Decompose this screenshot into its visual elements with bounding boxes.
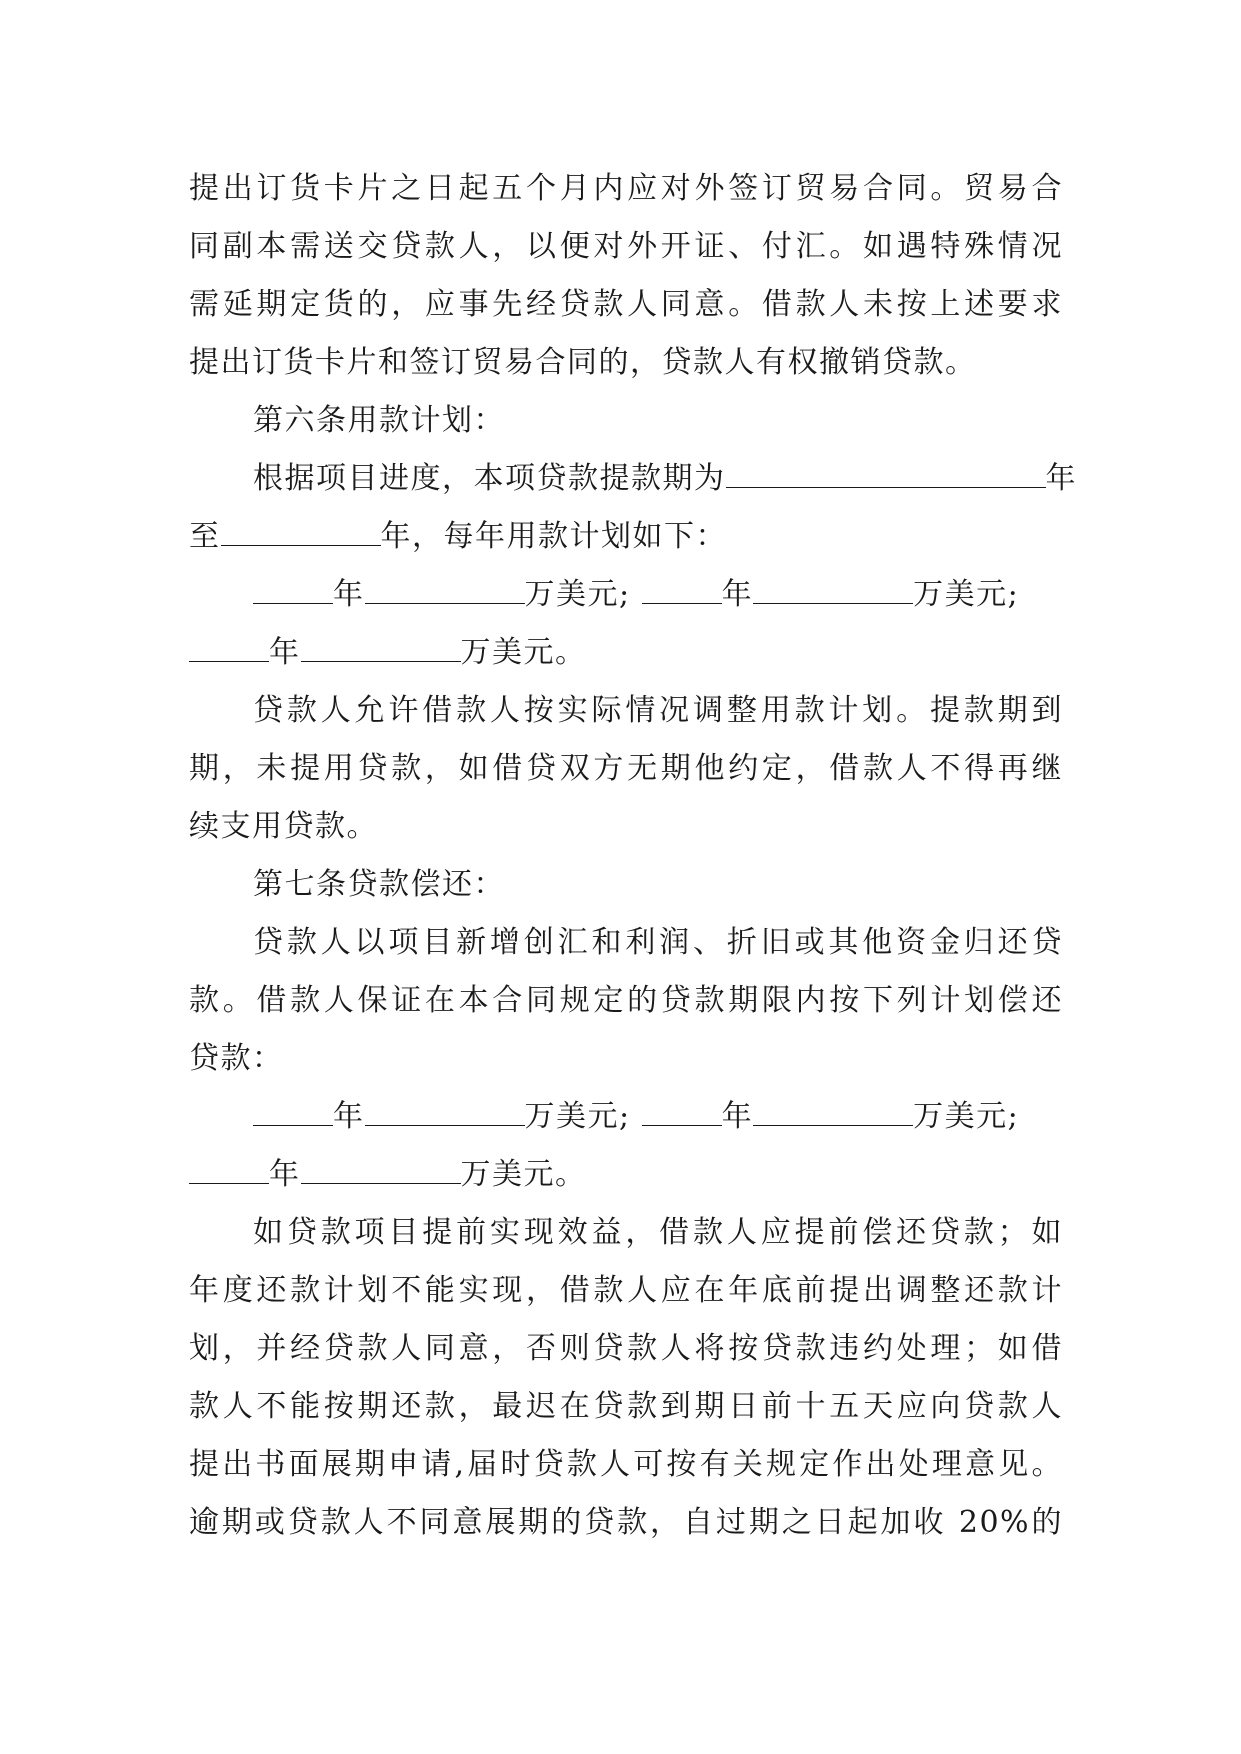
to-label: 至 <box>189 519 221 554</box>
text-line: 续支用贷款。 <box>189 809 378 844</box>
usage-plan-row <box>189 624 1063 682</box>
plan-intro-text: 年，每年用款计划如下： <box>380 519 727 554</box>
text-line: 贷款人以项目新增创汇和利润、折旧或其他资金归还贷 <box>253 925 1063 960</box>
blank-field-year <box>189 633 269 662</box>
article-7-title: 第七条贷款偿还： <box>253 867 505 902</box>
amount-unit: 万美元。 <box>460 1157 587 1192</box>
text-line: 如贷款项目提前实现效益，借款人应提前偿还贷款；如 <box>253 1215 1063 1250</box>
text-line: 款。借款人保证在本合同规定的贷款期限内按下列计划偿还 <box>189 983 1063 1018</box>
blank-field-end-year <box>221 517 381 546</box>
text-line: 贷款： <box>189 1041 284 1076</box>
article-6-title: 第六条用款计划： <box>253 403 505 438</box>
usage-plan-row <box>189 566 1063 624</box>
text-line: 贷款人允许借款人按实际情况调整用款计划。提款期到 <box>253 693 1063 728</box>
year-label: 年 <box>721 1099 754 1134</box>
text-line: 款人不能按期还款，最迟在贷款到期日前十五天应向贷款人 <box>189 1389 1063 1424</box>
repayment-plan-row <box>189 1146 1063 1204</box>
repayment-plan-row <box>189 1088 1063 1146</box>
text-line: 年度还款计划不能实现，借款人应在年底前提出调整还款计 <box>189 1273 1063 1308</box>
text-line: 期，未提用贷款，如借贷双方无期他约定，借款人不得再继 <box>189 751 1063 786</box>
drawdown-text: 根据项目进度，本项贷款提款期为 <box>253 461 726 496</box>
year-label: 年 <box>269 1157 301 1192</box>
text-line: 提出订货卡片和签订贸易合同的，贷款人有权撤销贷款。 <box>189 345 977 380</box>
blank-field-year <box>253 1097 333 1126</box>
article-6-drawdown-period-cont <box>189 508 1063 566</box>
year-label: 年 <box>333 577 365 612</box>
year-label: 年 <box>269 635 301 670</box>
blank-field-amount <box>753 575 913 604</box>
blank-field-amount <box>365 575 525 604</box>
blank-field-amount <box>753 1097 913 1126</box>
blank-field-amount <box>301 633 461 662</box>
text-line: 需延期定货的，应事先经贷款人同意。借款人未按上述要求 <box>189 287 1063 322</box>
year-label: 年 <box>333 1099 365 1134</box>
blank-field-start-year <box>726 459 1046 488</box>
year-label: 年 <box>721 577 754 612</box>
blank-field-year <box>642 575 722 604</box>
amount-unit: 万美元; <box>913 577 1020 612</box>
year-label: 年 <box>1045 461 1077 496</box>
text-line: 提出订货卡片之日起五个月内应对外签订贸易合同。贸易合 <box>189 171 1063 206</box>
blank-field-amount <box>301 1155 461 1184</box>
amount-unit: 万美元。 <box>460 635 587 670</box>
blank-field-amount <box>365 1097 525 1126</box>
amount-unit: 万美元; <box>913 1099 1020 1134</box>
blank-field-year <box>253 575 333 604</box>
amount-unit: 万美元; <box>524 577 631 612</box>
article-6-drawdown-period <box>189 450 1077 508</box>
text-line: 提出书面展期申请,届时贷款人可按有关规定作出处理意见。 <box>189 1447 1063 1482</box>
text-line: 同副本需送交贷款人，以便对外开证、付汇。如遇特殊情况 <box>189 229 1063 264</box>
blank-field-year <box>189 1155 269 1184</box>
document-body <box>189 160 1077 1552</box>
amount-unit: 万美元; <box>524 1099 631 1134</box>
text-line: 逾期或贷款人不同意展期的贷款，自过期之日起加收 20%的 <box>189 1505 1063 1540</box>
blank-field-year <box>642 1097 722 1126</box>
text-line: 划，并经贷款人同意，否则贷款人将按贷款违约处理；如借 <box>189 1331 1063 1366</box>
